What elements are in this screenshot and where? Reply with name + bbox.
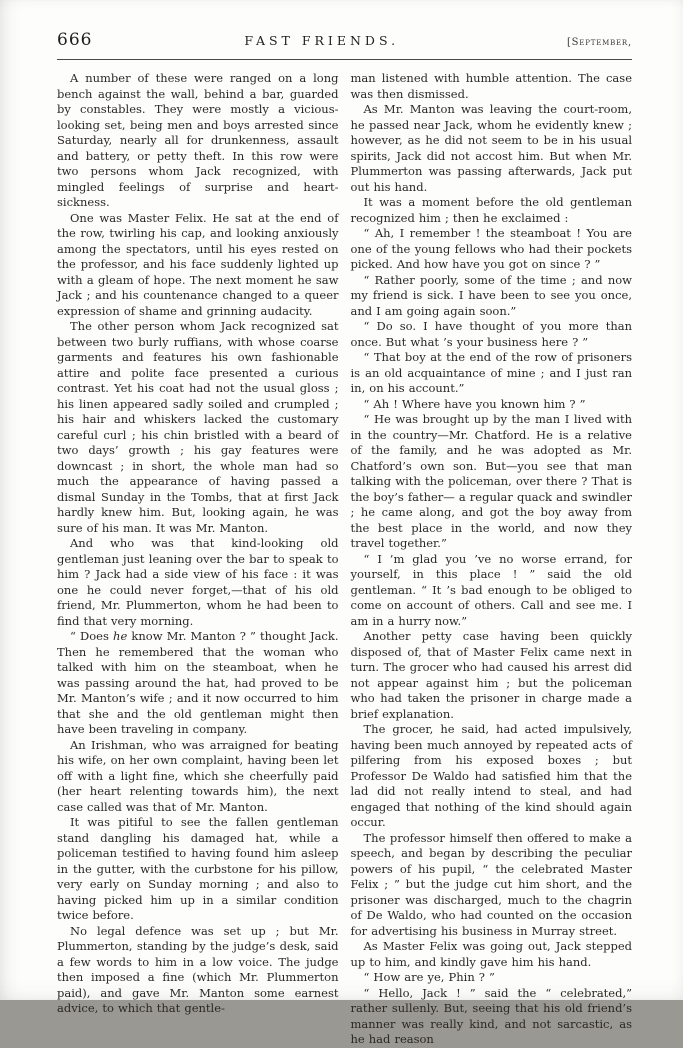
running-title: FAST FRIENDS. — [244, 33, 400, 48]
emphasized-word: he — [113, 629, 128, 643]
paragraph: No legal defence was set up ; but Mr. Plummerton, standing by the judge’s desk, said a few words to him in a low voice. The judge then imposed a fine (which Mr. Plummerton paid), and gave Mr. Manton some earnest advice, to which that gentle- — [57, 923, 339, 1015]
paragraph: It was a moment before the old gentleman recognized him ; then he exclaimed : — [350, 195, 632, 225]
paragraph: “ Hello, Jack ! ” said the “ celebrated,” rather sullenly. But, seeing that his old friend’s manner was really kind, and not sarcastic, as he had reason — [350, 985, 632, 1046]
page-header — [57, 30, 632, 50]
left-column — [57, 71, 339, 1048]
paragraph: “ I ’m glad you ’ve no worse errand, for yourself, in this place ! ” said the old gentleman. “ It ’s bad enough to be obliged to come on account of others. Call and see me. I am in a hurry now.” — [350, 551, 632, 628]
paragraph: Another petty case having been quickly disposed of, that of Master Felix came next in turn. The grocer who had caused his arrest did not appear against him ; but the policeman who had taken the prisoner in charge made a brief explanation. — [350, 629, 632, 721]
text-columns — [57, 71, 632, 1048]
paragraph: “ He was brought up by the man I lived with in the country—Mr. Chatford. He is a relative of the family, and he was adopted as Mr. Chatford’s own son. But—you see that man talking with the policeman, over there ? That is the boy’s father— a regular quack and swindler ; he came along, and got the boy away from the best place in the world, and now they travel together.” — [350, 412, 632, 550]
paragraph-text: know Mr. Manton ? ” thought Jack. Then he remembered that the woman who talked with him on the steamboat, when he was passing around the hat, had proved to be Mr. Manton’s wife ; and it now occurred to him that she and the old gentleman might then have been traveling in company. — [57, 629, 339, 736]
paragraph: man listened with humble attention. The case was then dismissed. — [350, 71, 632, 101]
paragraph: An Irishman, who was arraigned for beating his wife, on her own complaint, having been let off with a light fine, which she cheerfully paid (her heart relenting towards him), the next case called was that of Mr. Manton. — [57, 737, 339, 814]
paragraph: “ Do so. I have thought of you more than once. But what ’s your business here ? ” — [350, 319, 632, 349]
paragraph: As Mr. Manton was leaving the court-room, he passed near Jack, whom he evidently knew ; however, as he did not seem to be in his usual spirits, Jack did not accost him. But when Mr. Plummerton was passing afterwards, Jack put out his hand. — [350, 102, 632, 194]
paragraph: And who was that kind-looking old gentleman just leaning over the bar to speak to him ? Jack had a side view of his face : it was one he could never forget,—that of his old friend, Mr. Plummerton, whom he had been to find that very morning. — [57, 536, 339, 628]
issue-date: [September, — [566, 37, 632, 48]
paragraph: A number of these were ranged on a long bench against the wall, behind a bar, guarded by constables. They were mostly a vicious-looking set, being men and boys arrested since Saturday, nearly all for drunkenness, assault and battery, or petty theft. In this row were two persons whom Jack recognized, with mingled feelings of surprise and heart-sickness. — [57, 71, 339, 209]
paragraph: “ That boy at the end of the row of prisoners is an old acquaintance of mine ; and I just ran in, on his account.” — [350, 350, 632, 395]
paragraph: It was pitiful to see the fallen gentleman stand dangling his damaged hat, while a policeman testified to having found him asleep in the gutter, with the curbstone for his pillow, very early on Sunday morning ; and also to having picked him up in a similar condition twice before. — [57, 815, 339, 922]
paragraph-text: “ Does — [70, 629, 114, 643]
paragraph — [57, 629, 339, 738]
paragraph: The professor himself then offered to make a speech, and began by describing the peculiar powers of his pupil, “ the celebrated Master Felix ; ” but the judge cut him short, and the prisoner was discharged, much to the chagrin of De Waldo, who had counted on the occasion for advertising his business in Murray street. — [350, 830, 632, 938]
paragraph: “ How are ye, Phin ? ” — [363, 970, 495, 984]
header-rule — [57, 59, 632, 60]
paragraph: “ Rather poorly, some of the time ; and now my friend is sick. I have been to see you once, and I am going again soon.” — [350, 272, 632, 318]
paragraph: The grocer, he said, had acted impulsively, having been much annoyed by repeated acts of pilfering from his exposed boxes ; but Professor De Waldo had satisfied him that the lad did not really intend to steal, and had engaged that nothing of the kind should again occur. — [350, 722, 632, 829]
paragraph: “ Ah ! Where have you known him ? ” — [363, 396, 586, 411]
paragraph: As Master Felix was going out, Jack stepped up to him, and kindly gave him his hand. — [350, 939, 632, 969]
paragraph: “ Ah, I remember ! the steamboat ! You are one of the young fellows who had their pockets picked. And how have you got on since ? ” — [350, 226, 632, 271]
page-number: 666 — [57, 30, 93, 50]
paragraph: The other person whom Jack recognized sat between two burly ruffians, with whose coarse garments and features his own fashionable attire and polite face presented a curious contrast. Yet his coat had not the usual gloss ; his linen appeared sadly soiled and crumpled ; his hair and whiskers lacked the customary careful curl ; his chin bristled with a beard of two days’ growth ; his gay features were downcast ; in short, the whole man had so much the appearance of having passed a dismal Sunday in the Tombs, that at first Jack hardly knew him. But, looking again, he was sure of his man. It was Mr. Manton. — [57, 319, 339, 535]
right-column — [351, 71, 633, 1048]
paragraph: One was Master Felix. He sat at the end of the row, twirling his cap, and looking anxiously among the spectators, until his eyes rested on the professor, and his face suddenly lighted up with a gleam of hope. The next moment he saw Jack ; and his countenance changed to a queer expression of shame and grinning audacity. — [57, 210, 339, 318]
